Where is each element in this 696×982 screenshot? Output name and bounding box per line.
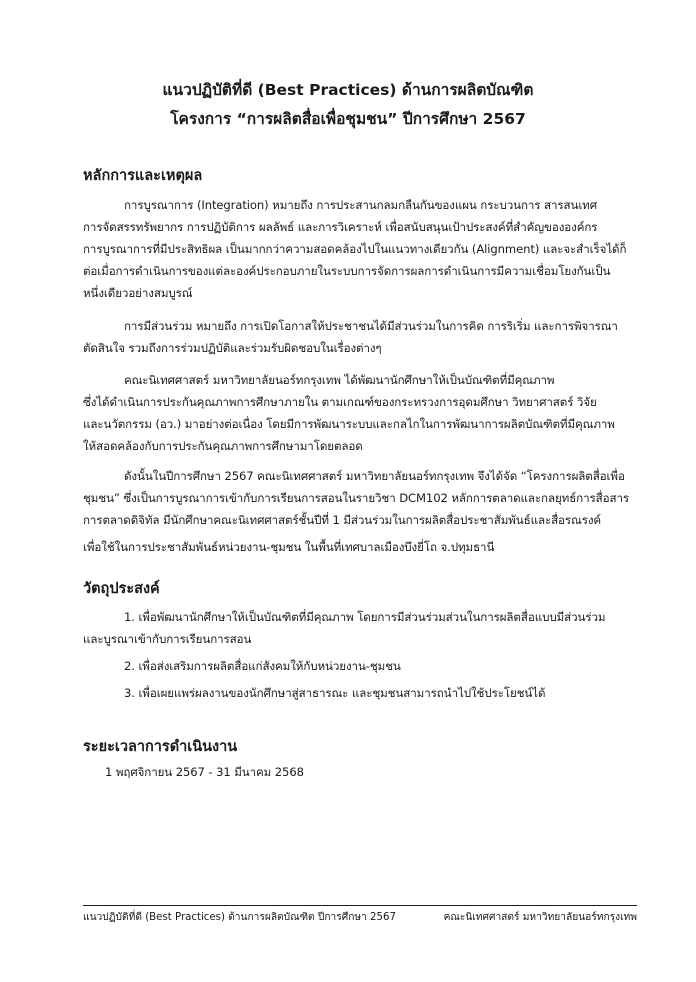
principles-line: ซึ่งได้ดำเนินการประกันคุณภาพการศึกษาภายใน ตามเกณฑ์ของกระทรวงการอุดมศึกษา วิทยาศาสตร์ วิจัย [83,395,597,409]
principles-line: การบูรณาการ (Integration) หมายถึง การประสานกลมกลืนกันของแผน กระบวนการ สารสนเทศ [124,198,597,212]
principles-line: การจัดสรรทรัพยากร การปฏิบัติการ ผลลัพธ์ และการวิเคราะห์ เพื่อสนับสนุนเป้าประสงค์ที่สำคัญขององค์กร [83,220,598,234]
principles-heading: หลักการและเหตุผล [83,168,203,184]
objective-item: 3. เพื่อเผยแพร่ผลงานของนักศึกษาสู่สาธารณะ และชุมชนสามารถนำไปใช้ประโยชน์ได้ [124,686,546,700]
objective-item: และบูรณาเข้ากับการเรียนการสอน [83,632,252,646]
principles-line: ต่อเมื่อการดำเนินการของแต่ละองค์ประกอบภายในระบบการจัดการผลการดำเนินการมีความเชื่อมโยงกันเป็น [83,264,611,278]
objective-item: 2. เพื่อส่งเสริมการผลิตสื่อแก่สังคมให้กับหน่วยงาน-ชุมชน [124,659,401,673]
footer-document-label: แนวปฏิบัติที่ดี (Best Practices) ด้านการผลิตบัณฑิต ปีการศึกษา 2567 [83,912,396,923]
principles-line: หนึ่งเดียวอย่างสมบูรณ์ [83,286,193,300]
document-subtitle: โครงการ “การผลิตสื่อเพื่อชุมชน” ปีการศึกษา 2567 [170,110,526,128]
principles-line: การตลาดดิจิทัล มีนักศึกษาคณะนิเทศศาสตร์ชั้นปีที่ 1 มีส่วนร่วมในการผลิตสื่อประชาสัมพันธ์และสื่อรณรงค์ [83,513,602,527]
objective-item: 1. เพื่อพัฒนานักศึกษาให้เป็นบัณฑิตที่มีคุณภาพ โดยการมีส่วนร่วมส่วนในการผลิตสื่อแบบมีส่วนร่วม [124,610,606,624]
schedule-period: 1 พฤศจิกายน 2567 - 31 มีนาคม 2568 [105,765,304,779]
principles-line: ดังนั้นในปีการศึกษา 2567 คณะนิเทศศาสตร์ มหาวิทยาลัยนอร์ทกรุงเทพ จึงได้จัด “โครงการผลิตสื่อเพื่อ [124,469,625,483]
principles-line: การบูรณาการที่มีประสิทธิผล เป็นมากกว่าความสอดคล้องไปในแนวทางเดียวกัน (Alignment) และจะสำเร็จได้ก็ [83,242,627,256]
schedule-heading: ระยะเวลาการดำเนินงาน [83,739,238,755]
document-title: แนวปฏิบัติที่ดี (Best Practices) ด้านการผลิตบัณฑิต [162,81,534,99]
principles-line: การมีส่วนร่วม หมายถึง การเปิดโอกาสให้ประชาชนได้มีส่วนร่วมในการคิด การริเริ่ม และการพิจารณา [124,319,618,333]
principles-line: และนวัตกรรม (อว.) มาอย่างต่อเนื่อง โดยมีการพัฒนาระบบและกลไกในการพัฒนาการผลิตบัณฑิตที่มีคุณภาพ [83,417,615,431]
footer-divider [83,905,637,906]
principles-line: ชุมชน” ซึ่งเป็นการบูรณาการเข้ากับการเรียนการสอนในรายวิชา DCM102 หลักการตลาดและกลยุทธ์การสื่อสาร [83,491,629,505]
objectives-heading: วัตถุประสงค์ [83,581,160,597]
principles-line: เพื่อใช้ในการประชาสัมพันธ์หน่วยงาน-ชุมชน ในพื้นที่เทศบาลเมืองบึงยี่โถ จ.ปทุมธานี [83,540,495,554]
principles-line: คณะนิเทศศาสตร์ มหาวิทยาลัยนอร์ทกรุงเทพ ได้พัฒนานักศึกษาให้เป็นบัณฑิตที่มีคุณภาพ [124,373,555,387]
footer-faculty-label: คณะนิเทศศาสตร์ มหาวิทยาลัยนอร์ทกรุงเทพ [443,912,637,923]
principles-line: ตัดสินใจ รวมถึงการร่วมปฏิบัติและร่วมรับผิดชอบในเรื่องต่างๆ [83,341,382,355]
principles-line: ให้สอดคล้องกับการประกันคุณภาพการศึกษามาโดยตลอด [83,439,363,453]
